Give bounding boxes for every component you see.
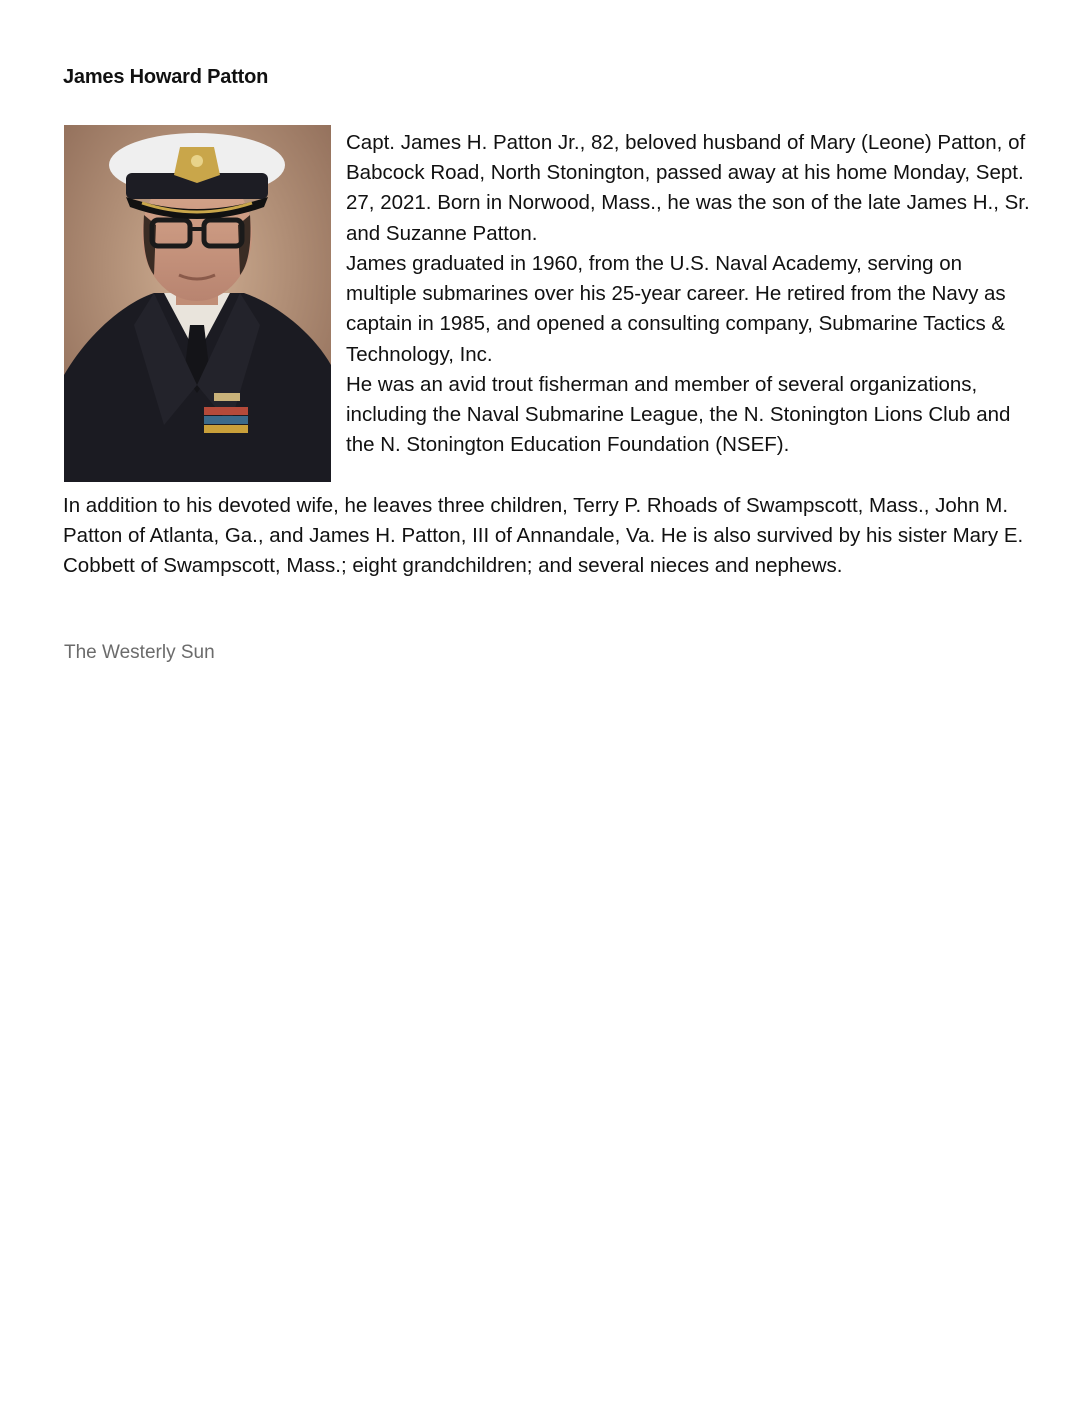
paragraph-1: Capt. James H. Patton Jr., 82, beloved husband of Mary (Leone) Patton, of Babcock Road, North Stonington, passed away at his home Monday, Sept. 27, 2021. Born in Norwood, Mass., he was the son of the late James H., Sr. and Suzanne Patton.: [346, 131, 1030, 245]
portrait-photo: [64, 125, 331, 482]
paragraph-3: He was an avid trout fisherman and member of several organizations, including the Naval Submarine League, the N. Stonington Lions Club and the N. Stonington Education Foundation (NSEF).: [346, 373, 1011, 457]
paragraph-4: In addition to his devoted wife, he leaves three children, Terry P. Rhoads of Swampscott, Mass., John M. Patton of Atlanta, Ga., and James H. Patton, III of Annandale, Va. He is also survived by his sister Mary E. Cobbett of Swampscott, Mass.; eight grandchildren; and several nieces and nephews.: [63, 494, 1024, 578]
obituary-title: James Howard Patton: [63, 66, 269, 88]
paragraph-2: James graduated in 1960, from the U.S. Naval Academy, serving on multiple submarines over his 25-year career. He retired from the Navy as captain in 1985, and opened a consulting company, Submarine Tactics & Technology, Inc.: [346, 252, 1006, 366]
source-credit: The Westerly Sun: [64, 642, 215, 663]
